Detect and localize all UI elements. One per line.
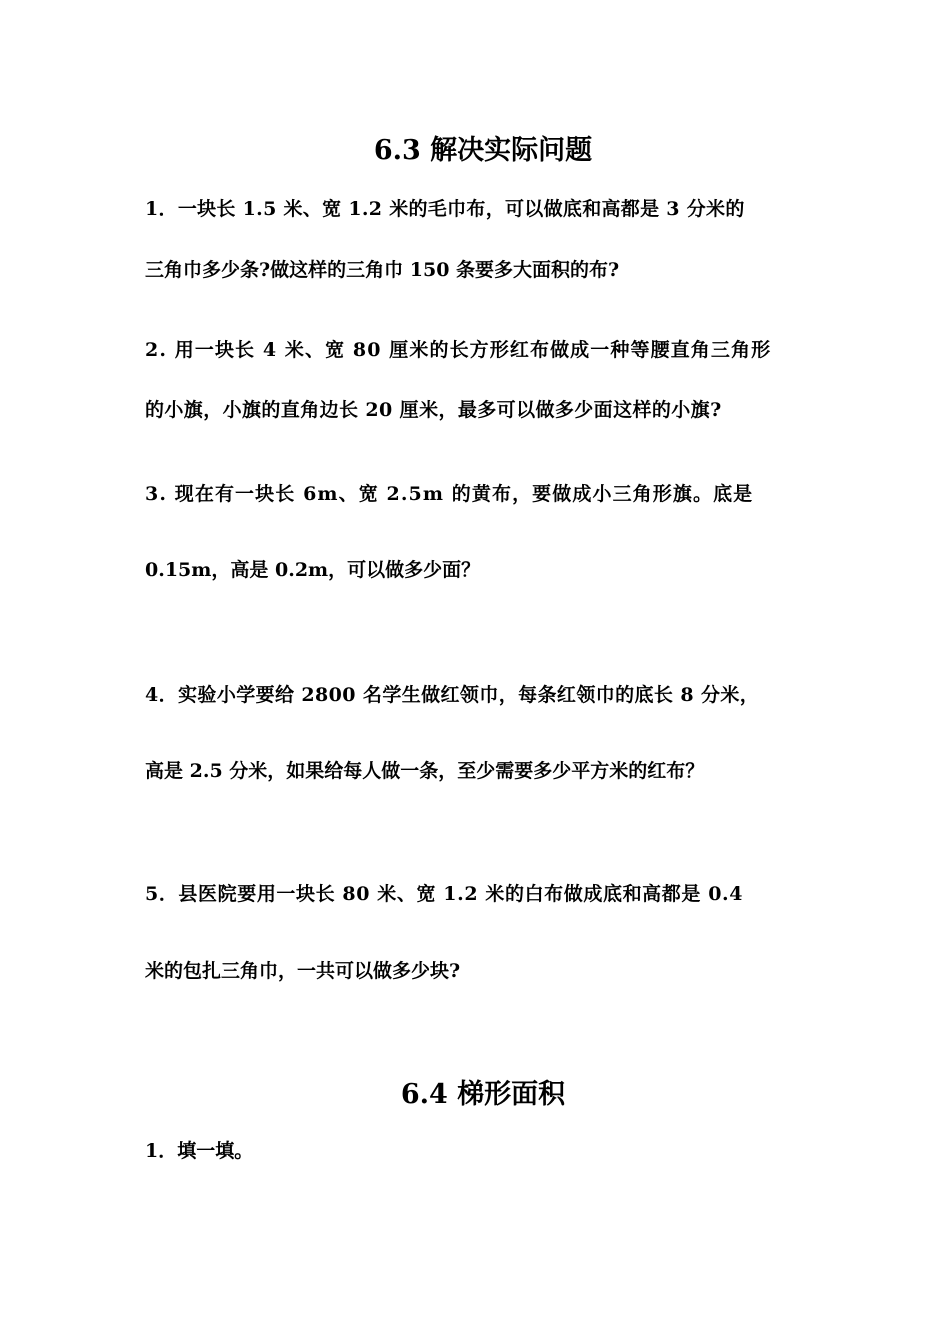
question-1-line-2: 三角巾多少条?做这样的三角巾 150 条要多大面积的布?: [145, 259, 620, 281]
question-5-line-2: 米的包扎三角巾，一共可以做多少块?: [145, 960, 461, 982]
question-2-line-1: 2. 用一块长 4 米、宽 80 厘米的长方形红布做成一种等腰直角三角形: [145, 339, 772, 361]
question-1-line-1: 1．一块长 1.5 米、宽 1.2 米的毛巾布，可以做底和高都是 3 分米的: [145, 198, 745, 220]
question-3-line-1: 3. 现在有一块长 6m、宽 2.5m 的黄布，要做成小三角形旗。底是: [145, 483, 754, 505]
question-3-line-2: 0.15m，高是 0.2m，可以做多少面？: [145, 559, 481, 581]
question-4-line-1: 4．实验小学要给 2800 名学生做红领巾，每条红领巾的底长 8 分米，: [145, 684, 760, 706]
section-title-6-3: 6.3 解决实际问题: [373, 135, 593, 166]
section-title-6-4: 6.4 梯形面积: [400, 1079, 566, 1110]
question-2-line-2: 的小旗，小旗的直角边长 20 厘米，最多可以做多少面这样的小旗?: [145, 399, 722, 421]
question-4-line-2: 高是 2.5 分米，如果给每人做一条，至少需要多少平方米的红布？: [145, 760, 705, 782]
question-5-line-1: 5．县医院要用一块长 80 米、宽 1.2 米的白布做成底和高都是 0.4: [145, 883, 744, 905]
trapezoid-question-1-line-1: 1．填一填。: [145, 1140, 254, 1162]
